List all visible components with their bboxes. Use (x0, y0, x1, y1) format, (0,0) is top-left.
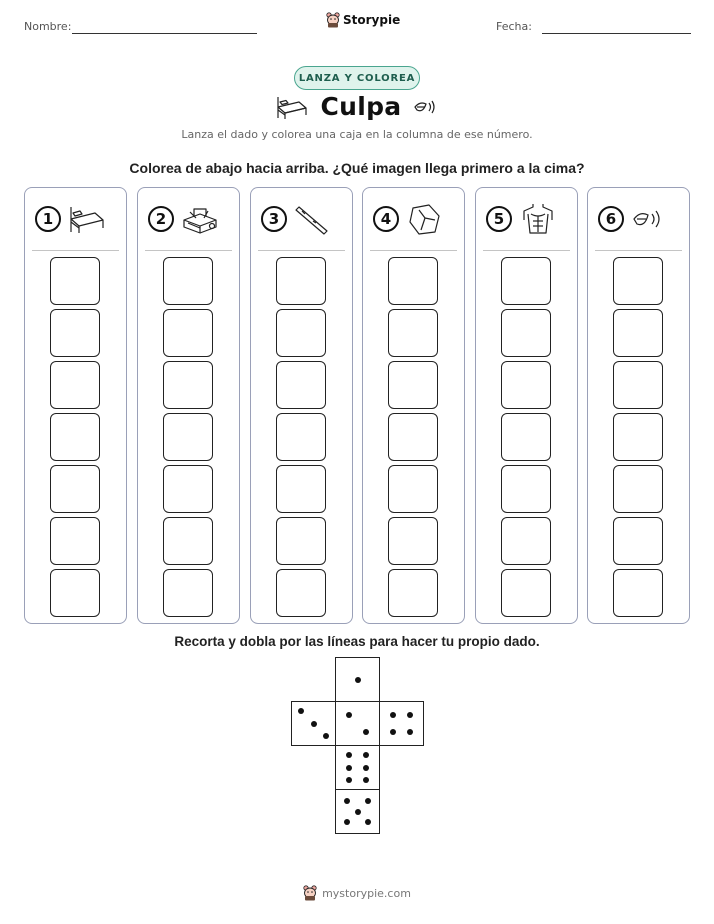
instruction: Colorea de abajo hacia arriba. ¿Qué imagen llega primero a la cima? (129, 160, 585, 176)
color-box[interactable] (388, 465, 438, 513)
die-face (335, 657, 380, 702)
color-box[interactable] (276, 361, 326, 409)
column-3 (250, 187, 353, 624)
color-box[interactable] (388, 257, 438, 305)
die-face (291, 701, 336, 746)
color-box[interactable] (276, 257, 326, 305)
column-header (373, 202, 445, 236)
column-5 (475, 187, 578, 624)
color-box[interactable] (50, 517, 100, 565)
name-label: Nombre: (24, 20, 72, 33)
color-box[interactable] (276, 309, 326, 357)
color-box[interactable] (613, 569, 663, 617)
die-pip (390, 729, 396, 735)
die-pip (365, 798, 371, 804)
column-header (486, 202, 558, 236)
die-pip (407, 712, 413, 718)
number-circle: 4 (373, 206, 399, 232)
color-box[interactable] (163, 413, 213, 461)
column-divider (483, 250, 570, 251)
die-instruction: Recorta y dobla por las líneas para hacer tu propio dado. (174, 634, 540, 649)
mouth-sound-icon (413, 96, 439, 118)
color-box[interactable] (501, 569, 551, 617)
color-box[interactable] (501, 465, 551, 513)
column-4 (362, 187, 465, 624)
brand-name: Storypie (343, 13, 401, 27)
color-box[interactable] (50, 257, 100, 305)
die-pip (346, 712, 352, 718)
color-box[interactable] (50, 413, 100, 461)
color-box[interactable] (163, 569, 213, 617)
column-divider (595, 250, 682, 251)
die-face (379, 701, 424, 746)
torso-icon (518, 202, 558, 236)
column-divider (370, 250, 457, 251)
column-1 (24, 187, 127, 624)
color-box[interactable] (501, 517, 551, 565)
color-box[interactable] (388, 517, 438, 565)
color-box[interactable] (613, 309, 663, 357)
die-pip (365, 819, 371, 825)
storypie-bear-icon (326, 12, 340, 28)
die-pip (363, 777, 369, 783)
color-box[interactable] (501, 309, 551, 357)
die-face (335, 745, 380, 790)
title-row (0, 92, 714, 121)
die-pip (346, 752, 352, 758)
color-box[interactable] (50, 465, 100, 513)
die-pip (344, 798, 350, 804)
color-box[interactable] (388, 361, 438, 409)
footer-url: mystorypie.com (322, 886, 411, 900)
die-pip (355, 809, 361, 815)
bed-icon (275, 93, 309, 121)
color-box[interactable] (501, 361, 551, 409)
color-box[interactable] (276, 413, 326, 461)
color-box[interactable] (163, 465, 213, 513)
die-pip (311, 721, 317, 727)
bed-icon (67, 202, 107, 236)
die-pip (363, 752, 369, 758)
color-box[interactable] (163, 309, 213, 357)
toolbox-icon (180, 202, 220, 236)
number-circle: 5 (486, 206, 512, 232)
color-box[interactable] (613, 361, 663, 409)
color-box[interactable] (613, 413, 663, 461)
number-circle: 6 (598, 206, 624, 232)
name-field-line[interactable] (72, 33, 257, 34)
storypie-bear-icon (303, 885, 317, 901)
color-box[interactable] (276, 569, 326, 617)
activity-badge: LANZA Y COLOREA (294, 66, 420, 90)
page-title: Culpa (320, 92, 402, 121)
die-pip (346, 777, 352, 783)
number-circle: 2 (148, 206, 174, 232)
color-box[interactable] (613, 257, 663, 305)
color-box[interactable] (50, 569, 100, 617)
number-circle: 1 (35, 206, 61, 232)
date-label: Fecha: (496, 20, 532, 33)
column-divider (32, 250, 119, 251)
die-pip (346, 765, 352, 771)
column-header (148, 202, 220, 236)
color-box[interactable] (276, 465, 326, 513)
column-header (261, 202, 333, 236)
color-box[interactable] (163, 517, 213, 565)
die-pip (407, 729, 413, 735)
die-pip (344, 819, 350, 825)
color-box[interactable] (276, 517, 326, 565)
die-pip (390, 712, 396, 718)
color-box[interactable] (50, 309, 100, 357)
color-box[interactable] (613, 517, 663, 565)
column-divider (258, 250, 345, 251)
die-face (335, 701, 380, 746)
color-box[interactable] (388, 413, 438, 461)
number-circle: 3 (261, 206, 287, 232)
color-box[interactable] (163, 257, 213, 305)
die-pip (323, 733, 329, 739)
die-pip (355, 677, 361, 683)
color-box[interactable] (613, 465, 663, 513)
column-header (598, 202, 670, 236)
storypie-logo (326, 12, 400, 28)
column-header (35, 202, 107, 236)
die-face (335, 789, 380, 834)
mouth-sound-icon (630, 202, 670, 236)
color-box[interactable] (388, 309, 438, 357)
color-box[interactable] (501, 257, 551, 305)
column-6 (587, 187, 690, 624)
color-box[interactable] (163, 361, 213, 409)
date-field-line[interactable] (542, 33, 691, 34)
color-box[interactable] (50, 361, 100, 409)
color-box[interactable] (388, 569, 438, 617)
stick-icon (293, 202, 333, 236)
color-box[interactable] (501, 413, 551, 461)
die-pip (363, 729, 369, 735)
die-pip (298, 708, 304, 714)
die-pip (363, 765, 369, 771)
column-divider (145, 250, 232, 251)
subtitle: Lanza el dado y colorea una caja en la columna de ese número. (181, 128, 533, 141)
footer (0, 885, 714, 901)
rock-icon (405, 202, 445, 236)
column-2 (137, 187, 240, 624)
